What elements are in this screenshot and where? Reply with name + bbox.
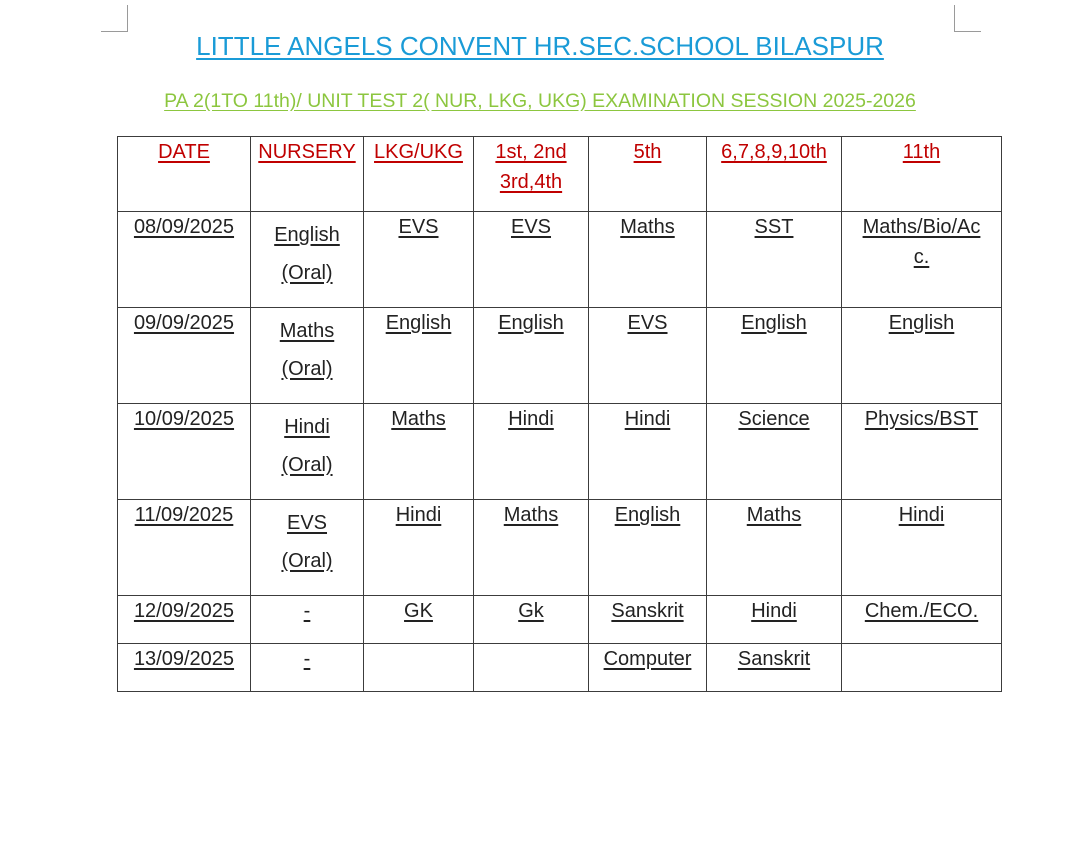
exam-title: PA 2(1TO 11th)/ UNIT TEST 2( NUR, LKG, UKG) EXAMINATION SESSION 2025-2026 — [164, 90, 916, 112]
header-class-1-4: 1st, 2nd 3rd,4th — [474, 137, 589, 212]
class-5-cell: Hindi — [589, 404, 707, 500]
lkg-ukg-cell: English — [364, 308, 474, 404]
class-11-cell — [842, 644, 1002, 692]
table-row — [118, 404, 1002, 500]
class-1-4-cell: Maths — [474, 500, 589, 596]
date-cell: 13/09/2025 — [118, 644, 251, 692]
table-header-row — [118, 137, 1002, 212]
class-11-cell: Maths/Bio/Ac c. — [842, 212, 1002, 308]
table-row — [118, 644, 1002, 692]
date-cell: 08/09/2025 — [118, 212, 251, 308]
class-1-4-cell: Gk — [474, 596, 589, 644]
header-lkg-ukg: LKG/UKG — [364, 137, 474, 212]
class-6-10-cell: Science — [707, 404, 842, 500]
nursery-cell: EVS (Oral) — [251, 500, 364, 596]
table-row — [118, 596, 1002, 644]
class-1-4-cell: EVS — [474, 212, 589, 308]
lkg-ukg-cell: Hindi — [364, 500, 474, 596]
nursery-cell: - — [251, 644, 364, 692]
class-5-cell: Maths — [589, 212, 707, 308]
date-cell: 12/09/2025 — [118, 596, 251, 644]
class-6-10-cell: English — [707, 308, 842, 404]
class-1-4-cell: Hindi — [474, 404, 589, 500]
lkg-ukg-cell: EVS — [364, 212, 474, 308]
header-class-6-10: 6,7,8,9,10th — [707, 137, 842, 212]
class-6-10-cell: SST — [707, 212, 842, 308]
class-11-cell: Physics/BST — [842, 404, 1002, 500]
page-corner-mark-left — [101, 5, 128, 32]
class-5-cell: EVS — [589, 308, 707, 404]
class-5-cell: Sanskrit — [589, 596, 707, 644]
lkg-ukg-cell — [364, 644, 474, 692]
page-corner-mark-right — [954, 5, 981, 32]
nursery-cell: English (Oral) — [251, 212, 364, 308]
header-nursery: NURSERY — [251, 137, 364, 212]
nursery-cell: - — [251, 596, 364, 644]
exam-schedule-table — [117, 136, 1002, 692]
class-6-10-cell: Maths — [707, 500, 842, 596]
class-11-cell: English — [842, 308, 1002, 404]
lkg-ukg-cell: GK — [364, 596, 474, 644]
header-date: DATE — [118, 137, 251, 212]
nursery-cell: Hindi (Oral) — [251, 404, 364, 500]
lkg-ukg-cell: Maths — [364, 404, 474, 500]
table-row — [118, 500, 1002, 596]
class-11-cell: Hindi — [842, 500, 1002, 596]
class-1-4-cell: English — [474, 308, 589, 404]
class-6-10-cell: Hindi — [707, 596, 842, 644]
school-title: LITTLE ANGELS CONVENT HR.SEC.SCHOOL BILASPUR — [196, 31, 884, 61]
header-class-11: 11th — [842, 137, 1002, 212]
class-6-10-cell: Sanskrit — [707, 644, 842, 692]
date-cell: 11/09/2025 — [118, 500, 251, 596]
class-11-cell: Chem./ECO. — [842, 596, 1002, 644]
nursery-cell: Maths (Oral) — [251, 308, 364, 404]
header-class-5: 5th — [589, 137, 707, 212]
table-row — [118, 308, 1002, 404]
class-1-4-cell — [474, 644, 589, 692]
table-row — [118, 212, 1002, 308]
class-5-cell: Computer — [589, 644, 707, 692]
date-cell: 10/09/2025 — [118, 404, 251, 500]
date-cell: 09/09/2025 — [118, 308, 251, 404]
class-5-cell: English — [589, 500, 707, 596]
